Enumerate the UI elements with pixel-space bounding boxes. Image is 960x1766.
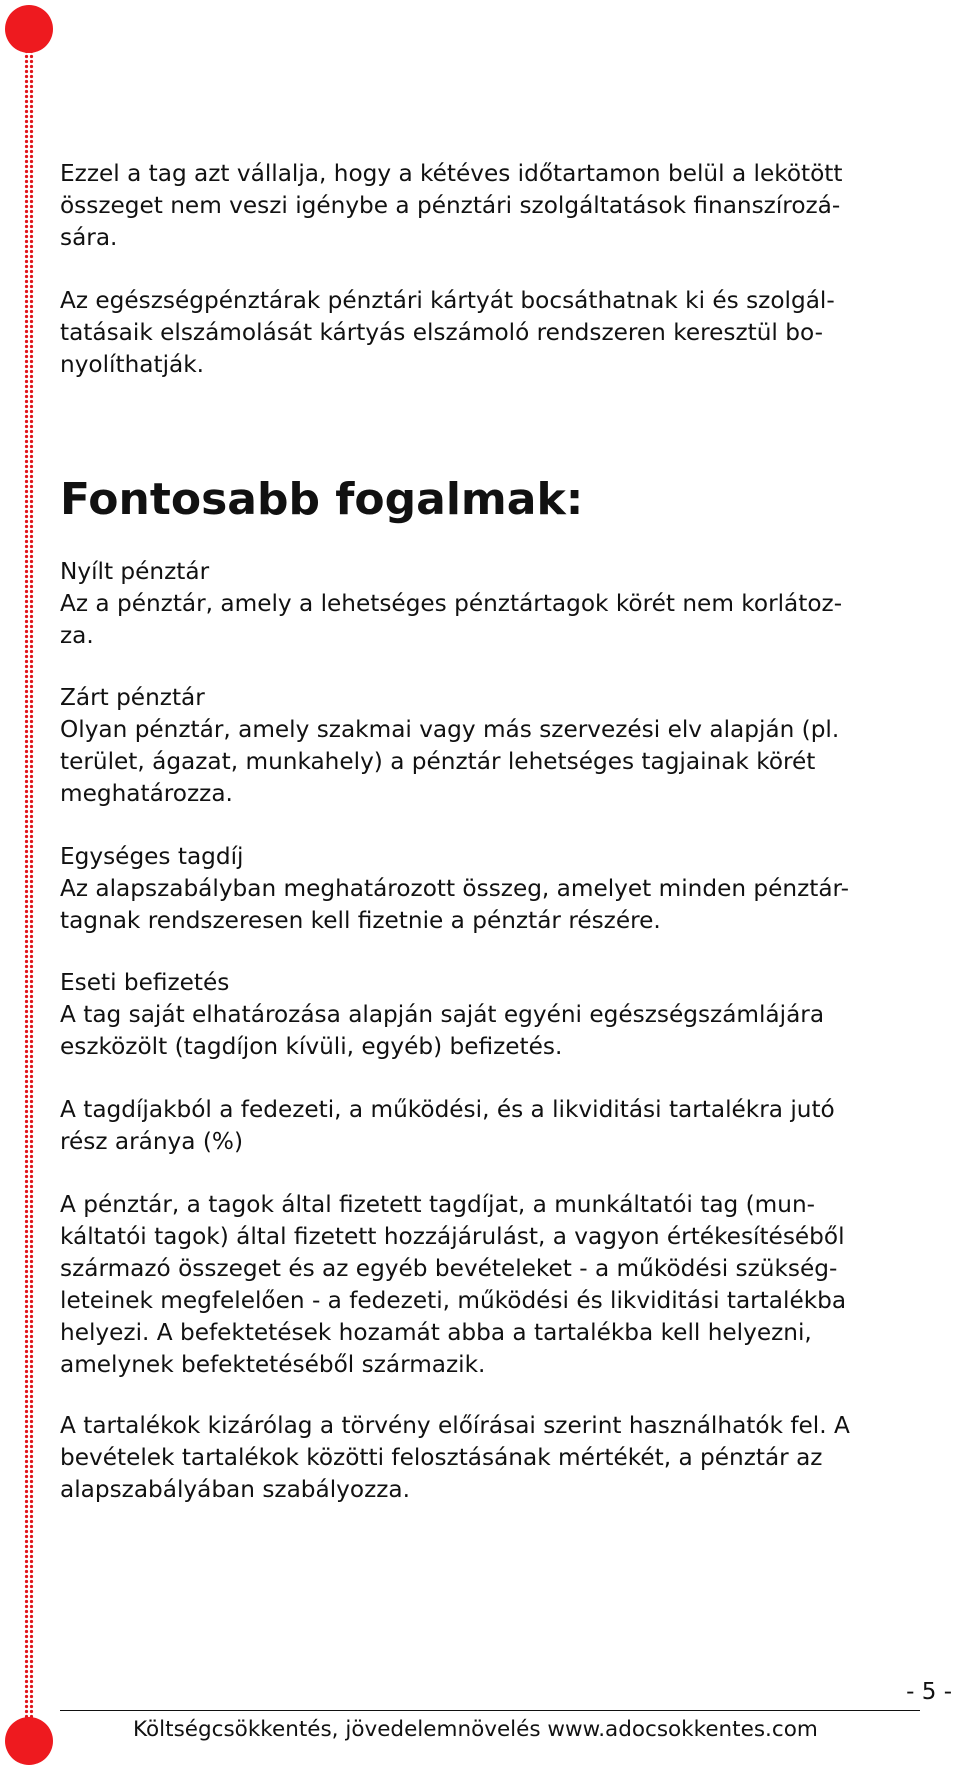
text-line: tatásaik elszámolását kártyás elszámoló rendszeren keresztül bo- [60, 319, 823, 346]
intro-paragraph-1 [60, 158, 952, 254]
term-title: Nyílt pénztár [60, 558, 210, 585]
text-line: terület, ágazat, munkahely) a pénztár lehetséges tagjainak körét [60, 748, 816, 775]
text-line: meghatározza. [60, 780, 233, 807]
text-line: A tag saját elhatározása alapján saját egyéni egészségszámlájára [60, 1001, 825, 1028]
closing-paragraph-2 [60, 1189, 952, 1381]
text-line: rész aránya (%) [60, 1128, 243, 1155]
term-open-fund [60, 556, 952, 652]
text-line: Az a pénztár, amely a lehetséges pénztártagok körét nem korlátoz- [60, 590, 843, 617]
term-title: Zárt pénztár [60, 684, 205, 711]
text-line: amelynek befektetéséből származik. [60, 1351, 486, 1378]
text-line: A pénztár, a tagok által fizetett tagdíjat, a munkáltatói tag (mun- [60, 1191, 816, 1218]
text-line: eszközölt (tagdíjon kívüli, egyéb) befizetés. [60, 1033, 563, 1060]
text-line: A tartalékok kizárólag a törvény előírásai szerint használhatók fel. A [60, 1412, 850, 1439]
text-line: leteinek megfelelően - a fedezeti, működési és likviditási tartalékba [60, 1287, 847, 1314]
text-line: helyezi. A befektetések hozamát abba a tartalékba kell helyezni, [60, 1319, 812, 1346]
footer-divider [60, 1710, 920, 1711]
text-line: tagnak rendszeresen kell fizetnie a pénztár részére. [60, 907, 661, 934]
section-heading: Fontosabb fogalmak: [60, 474, 584, 525]
text-line: sára. [60, 224, 118, 251]
text-line: A tagdíjakból a fedezeti, a működési, és a likviditási tartalékra jutó [60, 1096, 835, 1123]
text-line: Olyan pénztár, amely szakmai vagy más szervezési elv alapján (pl. [60, 716, 840, 743]
text-line: za. [60, 622, 94, 649]
text-line: káltatói tagok) által fizetett hozzájárulást, a vagyon értékesítéséből [60, 1223, 845, 1250]
text-line: összeget nem veszi igénybe a pénztári szolgáltatások finanszírozá- [60, 192, 841, 219]
term-title: Egységes tagdíj [60, 843, 244, 870]
term-uniform-fee [60, 841, 952, 937]
intro-paragraph-2 [60, 285, 952, 381]
top-red-circle [5, 5, 53, 53]
text-line: alapszabályában szabályozza. [60, 1476, 410, 1503]
term-occasional-payment [60, 967, 952, 1063]
bottom-red-circle [5, 1717, 53, 1765]
text-line: Az alapszabályban meghatározott összeg, amelyet minden pénztár- [60, 875, 849, 902]
text-line: bevételek tartalékok közötti felosztásának mértékét, a pénztár az [60, 1444, 823, 1471]
text-line: Ezzel a tag azt vállalja, hogy a kétéves időtartamon belül a lekötött [60, 160, 843, 187]
page-number: - 5 - [906, 1679, 952, 1705]
footer-text: Költségcsökkentés, jövedelemnövelés www.adocsokkentes.com [133, 1717, 818, 1742]
text-line: származó összeget és az egyéb bevételeket - a működési szükség- [60, 1255, 838, 1282]
text-line: nyolíthatják. [60, 351, 205, 378]
term-title: Eseti befizetés [60, 969, 230, 996]
dotted-margin-line [24, 44, 34, 1720]
term-closed-fund [60, 682, 952, 810]
closing-paragraph-1 [60, 1094, 952, 1158]
closing-paragraph-3 [60, 1410, 952, 1506]
text-line: Az egészségpénztárak pénztári kártyát bocsáthatnak ki és szolgál- [60, 287, 835, 314]
